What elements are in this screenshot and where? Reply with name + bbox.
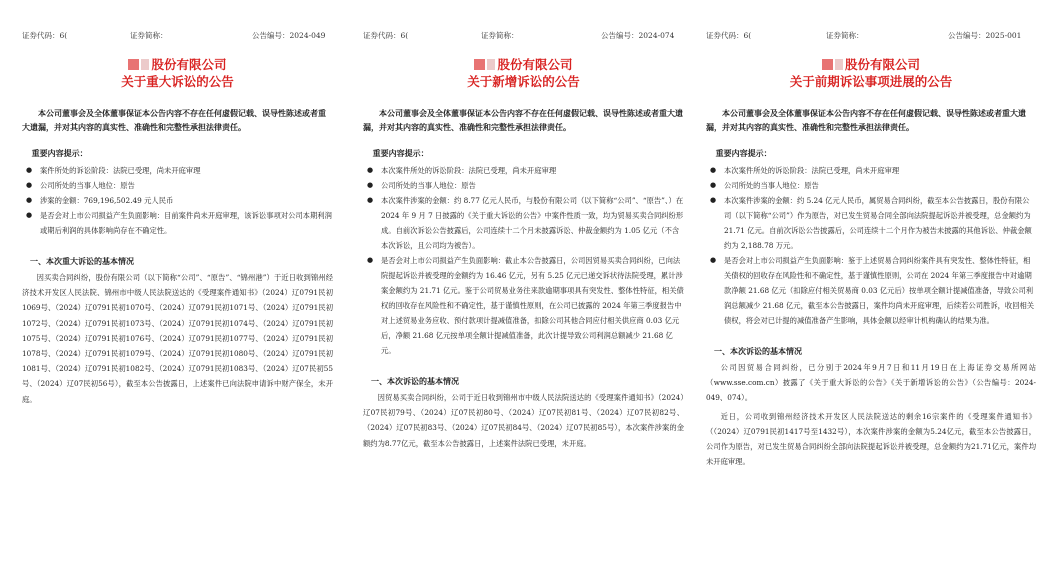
company-name: 股份有限公司: [22, 56, 333, 73]
stock-abbr: 证券简称：: [826, 31, 864, 40]
board-statement: 本公司董事会及全体董事保证本公告内容不存在任何虚假记载、误导性陈述或者重大遗漏，并对其内容的真实性、准确性和完整性承担法律责任。: [22, 108, 326, 132]
tip-item: ● 是否会对上市公司损益产生负面影响：鉴于上述贸易合同纠纷案件具有突发性、整体性特征，相关债权的回收存在风险性和不确定性，基于谨慎性原则，公司在 2024 年第三季度报告中对逾期款净额 21.68 亿元（扣除应付相关贸易商 0.03 亿元后）按单项全额计提减值准备，导致公司利润总额减少 21.68 亿元，截至本公告披露日，案件均尚未开庭审理，后续若公司胜诉，收回相关债权，将会对已计提的减值准备产生影响，具体金额以经审计机构确认的结果为准。: [706, 253, 1036, 328]
stock-abbr: 证券简称：: [130, 31, 168, 40]
section-heading: 一、本次诉讼的基本情况: [371, 376, 459, 386]
body-paragraph: 近日，公司收到锦州经济技术开发区人民法院送达的剩余16宗案件的《受理案件通知书》（（2024）辽0791民初1417号至1432号），本次案件涉案的金额为5.24亿元，截至本公告披露日，公司作为原告，对已发生贸易合同纠纷全部向法院提起诉讼并被受理，总金额约为21.71亿元，案件均未开庭审理。: [706, 411, 1036, 467]
board-statement: 本公司董事会及全体董事保证本公告内容不存在任何虚假记载、误导性陈述或者重大遗漏，并对其内容的真实性、准确性和完整性承担法律责任。: [706, 108, 1026, 132]
tip-item: ● 是否会对上市公司损益产生负面影响：目前案件尚未开庭审理，该诉讼事项对公司本期利润或期后利润的具体影响尚存在不确定性。: [22, 208, 333, 238]
announcement-major-litigation: [0, 0, 343, 574]
notice-number: 公告编号：2024-074: [601, 31, 675, 40]
tip-item: ● 本次案件所处的诉讼阶段：法院已受理，尚未开庭审理: [706, 163, 1036, 178]
body-paragraph: 因贸易买卖合同纠纷，公司于近日收到锦州市中级人民法院送达的《受理案件通知书》（2024）辽07民初79号、（2024）辽07民初80号、（2024）辽07民初81号、（2024）辽07民初82号、（2024）辽07民初83号、（2024）辽07民初84号、（2024）辽07民初85号），本次案件涉案的金额约为8.77亿元，截至本公告披露日，上述案件法院已受理，未开庭。: [363, 393, 684, 448]
tip-item: ● 是否会对上市公司损益产生负面影响：截止本公告披露日，公司因贸易买卖合同纠纷，已向法院提起诉讼并被受理的金额约为 16.46 亿元，另有 5.25 亿元已递交诉状待法院受理，累计涉案金额约为 21.71 亿元。鉴于公司贸易业务往来款逾期事项具有突发性、整体性特征，相关债权的回收存在风险性和不确定性，基于谨慎性原则，在公司已披露的 2024 年第三季度报告中对上述贸易业务应收、预付款项计提减值准备，扣除公司其他合同应付相关供应商 0.03 亿元后，净额 21.68 亿元按单项全额计提减值准备，此次计提导致公司利润总额减少 21.68 亿元。: [363, 253, 684, 358]
announcement-title: 关于新增诉讼的公告: [467, 74, 580, 89]
tip-item: ● 公司所处的当事人地位：原告: [22, 178, 333, 193]
announcement-litigation-progress: [696, 0, 1042, 574]
tips-list: [706, 163, 1036, 328]
announcement-new-litigation: [351, 0, 692, 574]
redaction-block: [835, 59, 843, 70]
redaction-block: [141, 59, 149, 70]
body-paragraph: 因买卖合同纠纷，股份有限公司（以下简称“公司”、“原告”、“锦州港”）于近日收到锦州经济技术开发区人民法院、锦州市中级人民法院送达的《受理案件通知书》（2024）辽0791民初1069号、（2024）辽0791民初1070号、（2024）辽0791民初1071号、（2024）辽0791民初1072号、（2024）辽0791民初1073号、（2024）辽0791民初1074号、（2024）辽0791民初1075号、（2024）辽0791民初1076号、（2024）辽0791民初1077号、（2024）辽0791民初1078号、（2024）辽0791民初1079号、（2024）辽0791民初1080号、（2024）辽0791民初1081号、（2024）辽0791民初1082号、（2024）辽0791民初1083号、（2024）辽07民初55号、（2024）辽07民初56号），截至本公告披露日，上述案件已向法院申请诉中财产保全，未开庭。: [22, 273, 333, 404]
announcement-title: 关于前期诉讼事项进展的公告: [789, 74, 953, 89]
stock-abbr: 证券简称：: [481, 31, 519, 40]
tip-item: ● 涉案的金额：769,196,502.49 元人民币: [22, 193, 333, 208]
tip-item: ● 公司所处的当事人地位：原告: [363, 178, 684, 193]
important-tips-label: 重要内容提示：: [31, 148, 88, 158]
important-tips-label: 重要内容提示：: [715, 148, 772, 158]
company-name: 股份有限公司: [363, 56, 684, 73]
tips-list: [363, 163, 684, 358]
section-heading: 一、本次重大诉讼的基本情况: [30, 256, 134, 266]
stock-code: 证券代码：6(: [22, 31, 68, 40]
redaction-block: [128, 59, 139, 70]
notice-number: 公告编号：2025-001: [948, 31, 1022, 40]
tip-item: ● 公司所处的当事人地位：原告: [706, 178, 1036, 193]
company-name: 股份有限公司: [706, 56, 1036, 73]
important-tips-label: 重要内容提示：: [372, 148, 429, 158]
board-statement: 本公司董事会及全体董事保证本公告内容不存在任何虚假记载、误导性陈述或者重大遗漏，并对其内容的真实性、准确性和完整性承担法律责任。: [363, 108, 683, 132]
redaction-block: [487, 59, 495, 70]
tip-item: ● 本次案件涉案的金额：约 8.77 亿元人民币，与股份有限公司（以下简称“公司”、“原告”、）在 2024 年 9 月 7 日披露的《关于重大诉讼的公告》中案件性质一致，均为贸易买卖合同纠纷形成。自前次诉讼公告披露后，公司连续十二个月未披露诉讼、仲裁金额约为 1.05 亿元（不含本次诉讼，且公司均为被告）。: [363, 193, 684, 253]
tip-item: ● 案件所处的诉讼阶段：法院已受理，尚未开庭审理: [22, 163, 333, 178]
stock-code: 证券代码：6(: [363, 31, 409, 40]
tips-list: [22, 163, 333, 238]
notice-number: 公告编号：2024-049: [252, 31, 326, 40]
tip-item: ● 本次案件所处的诉讼阶段：法院已受理，尚未开庭审理: [363, 163, 684, 178]
section-heading: 一、本次诉讼的基本情况: [714, 346, 802, 356]
tip-item: ● 本次案件涉案的金额：约 5.24 亿元人民币，属贸易合同纠纷，截至本公告披露日，股份有限公司（以下简称“公司”）作为原告，对已发生贸易合同全部向法院提起诉讼并被受理，总金额约为 21.71 亿元。自前次诉讼公告披露后，公司连续十二个月作为被告未披露的其他诉讼、仲裁金额约为 2,188.78 万元。: [706, 193, 1036, 253]
body-paragraph: 公司因贸易合同纠纷，已分别于2024年9月7日和11月19日在上海证券交易所网站（www.sse.com.cn）披露了《关于重大诉讼的公告》《关于新增诉讼的公告》（公告编号：2024-049、074）。: [706, 363, 1036, 403]
announcement-title: 关于重大诉讼的公告: [121, 74, 234, 89]
redaction-block: [822, 59, 833, 70]
redaction-block: [474, 59, 485, 70]
stock-code: 证券代码：6(: [706, 31, 752, 40]
